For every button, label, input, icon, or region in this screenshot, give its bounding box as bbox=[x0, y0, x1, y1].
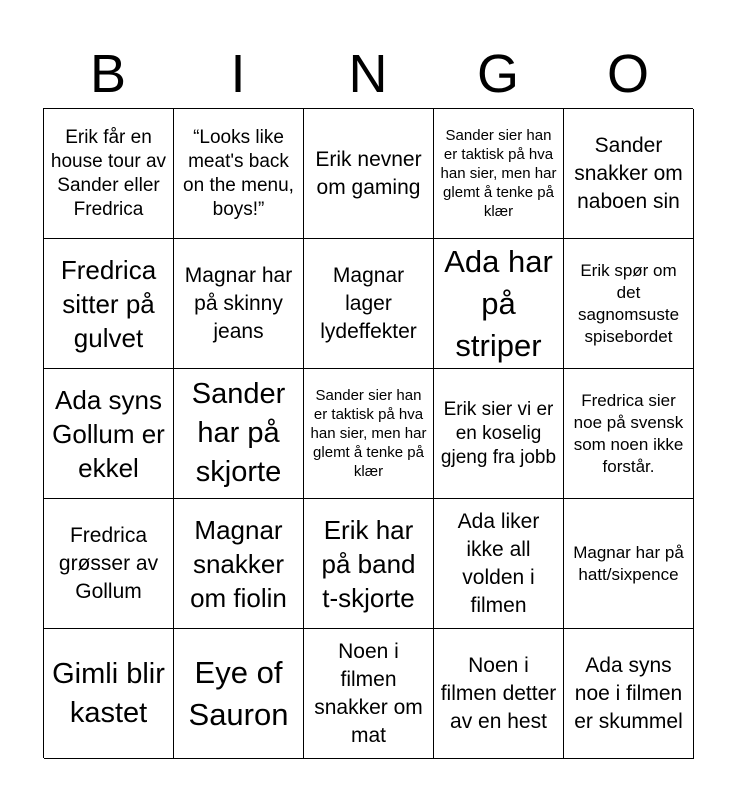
bingo-cell[interactable] bbox=[304, 109, 434, 239]
bingo-cell[interactable] bbox=[564, 109, 694, 239]
bingo-cell[interactable] bbox=[304, 629, 434, 759]
cell-text: Sander sier han er taktisk på hva han sier, men har glemt å tenke på klær bbox=[440, 127, 557, 220]
bingo-cell[interactable] bbox=[44, 629, 174, 759]
cell-text: Erik spør om det sagnomsuste spisebordet bbox=[577, 260, 680, 346]
cell-text: Sander snakker om naboen sin bbox=[574, 133, 683, 213]
bingo-cell[interactable] bbox=[434, 369, 564, 499]
header-letter-o: O bbox=[606, 44, 649, 104]
header-letter-n: N bbox=[348, 44, 388, 104]
cell-text: Magnar har på skinny jeans bbox=[184, 263, 293, 343]
cell-text: Erik sier vi er en koselig gjeng fra jobb bbox=[440, 398, 557, 468]
cell-text: Magnar har på hatt/sixpence bbox=[573, 542, 684, 584]
cell-text: Fredrica sitter på gulvet bbox=[60, 254, 157, 353]
bingo-cell[interactable] bbox=[44, 499, 174, 629]
bingo-card bbox=[43, 108, 693, 758]
bingo-cell[interactable] bbox=[434, 629, 564, 759]
header-letter-g: G bbox=[476, 44, 519, 104]
bingo-cell[interactable] bbox=[44, 239, 174, 369]
cell-text: Magnar snakker om fiolin bbox=[190, 514, 287, 613]
cell-text: “Looks like meat's back on the menu, boys!” bbox=[183, 126, 294, 220]
cell-text: Noen i filmen snakker om mat bbox=[314, 639, 423, 747]
bingo-cell[interactable] bbox=[174, 629, 304, 759]
cell-text: Ada liker ikke all volden i filmen bbox=[457, 509, 540, 617]
bingo-cell[interactable] bbox=[174, 369, 304, 499]
cell-text: Fredrica sier noe på svensk som noen ikke forstår. bbox=[573, 390, 684, 476]
cell-text: Sander har på skjorte bbox=[191, 378, 286, 488]
cell-text: Erik nevner om gaming bbox=[315, 147, 422, 199]
cell-text: Erik får en house tour av Sander eller Fredrica bbox=[50, 126, 167, 220]
cell-text: Ada har på striper bbox=[444, 243, 553, 363]
cell-text: Magnar lager lydeffekter bbox=[320, 263, 417, 343]
bingo-cell[interactable] bbox=[44, 369, 174, 499]
bingo-cell[interactable] bbox=[564, 369, 694, 499]
cell-text: Ada syns Gollum er ekkel bbox=[52, 384, 165, 483]
bingo-cell[interactable] bbox=[564, 499, 694, 629]
cell-text: Noen i filmen detter av en hest bbox=[440, 653, 557, 733]
bingo-cell[interactable] bbox=[434, 109, 564, 239]
cell-text: Erik har på band t-skjorte bbox=[321, 514, 416, 613]
cell-text: Ada syns noe i filmen er skummel bbox=[574, 653, 683, 733]
cell-text: Gimli blir kastet bbox=[52, 657, 165, 729]
bingo-cell[interactable] bbox=[434, 499, 564, 629]
bingo-cell[interactable] bbox=[304, 239, 434, 369]
bingo-cell[interactable] bbox=[304, 369, 434, 499]
bingo-cell[interactable] bbox=[174, 109, 304, 239]
bingo-cell[interactable] bbox=[564, 629, 694, 759]
bingo-cell[interactable] bbox=[564, 239, 694, 369]
cell-text: Sander sier han er taktisk på hva han sier, men har glemt å tenke på klær bbox=[310, 387, 427, 480]
bingo-header bbox=[43, 40, 693, 108]
bingo-cell[interactable] bbox=[174, 239, 304, 369]
bingo-cell[interactable] bbox=[304, 499, 434, 629]
bingo-cell[interactable] bbox=[434, 239, 564, 369]
bingo-cell[interactable] bbox=[44, 109, 174, 239]
header-letter-b: B bbox=[89, 44, 127, 104]
cell-text: Eye of Sauron bbox=[188, 654, 289, 732]
bingo-cell[interactable] bbox=[174, 499, 304, 629]
header-letter-i: I bbox=[230, 44, 246, 104]
cell-text: Fredrica grøsser av Gollum bbox=[58, 523, 159, 603]
